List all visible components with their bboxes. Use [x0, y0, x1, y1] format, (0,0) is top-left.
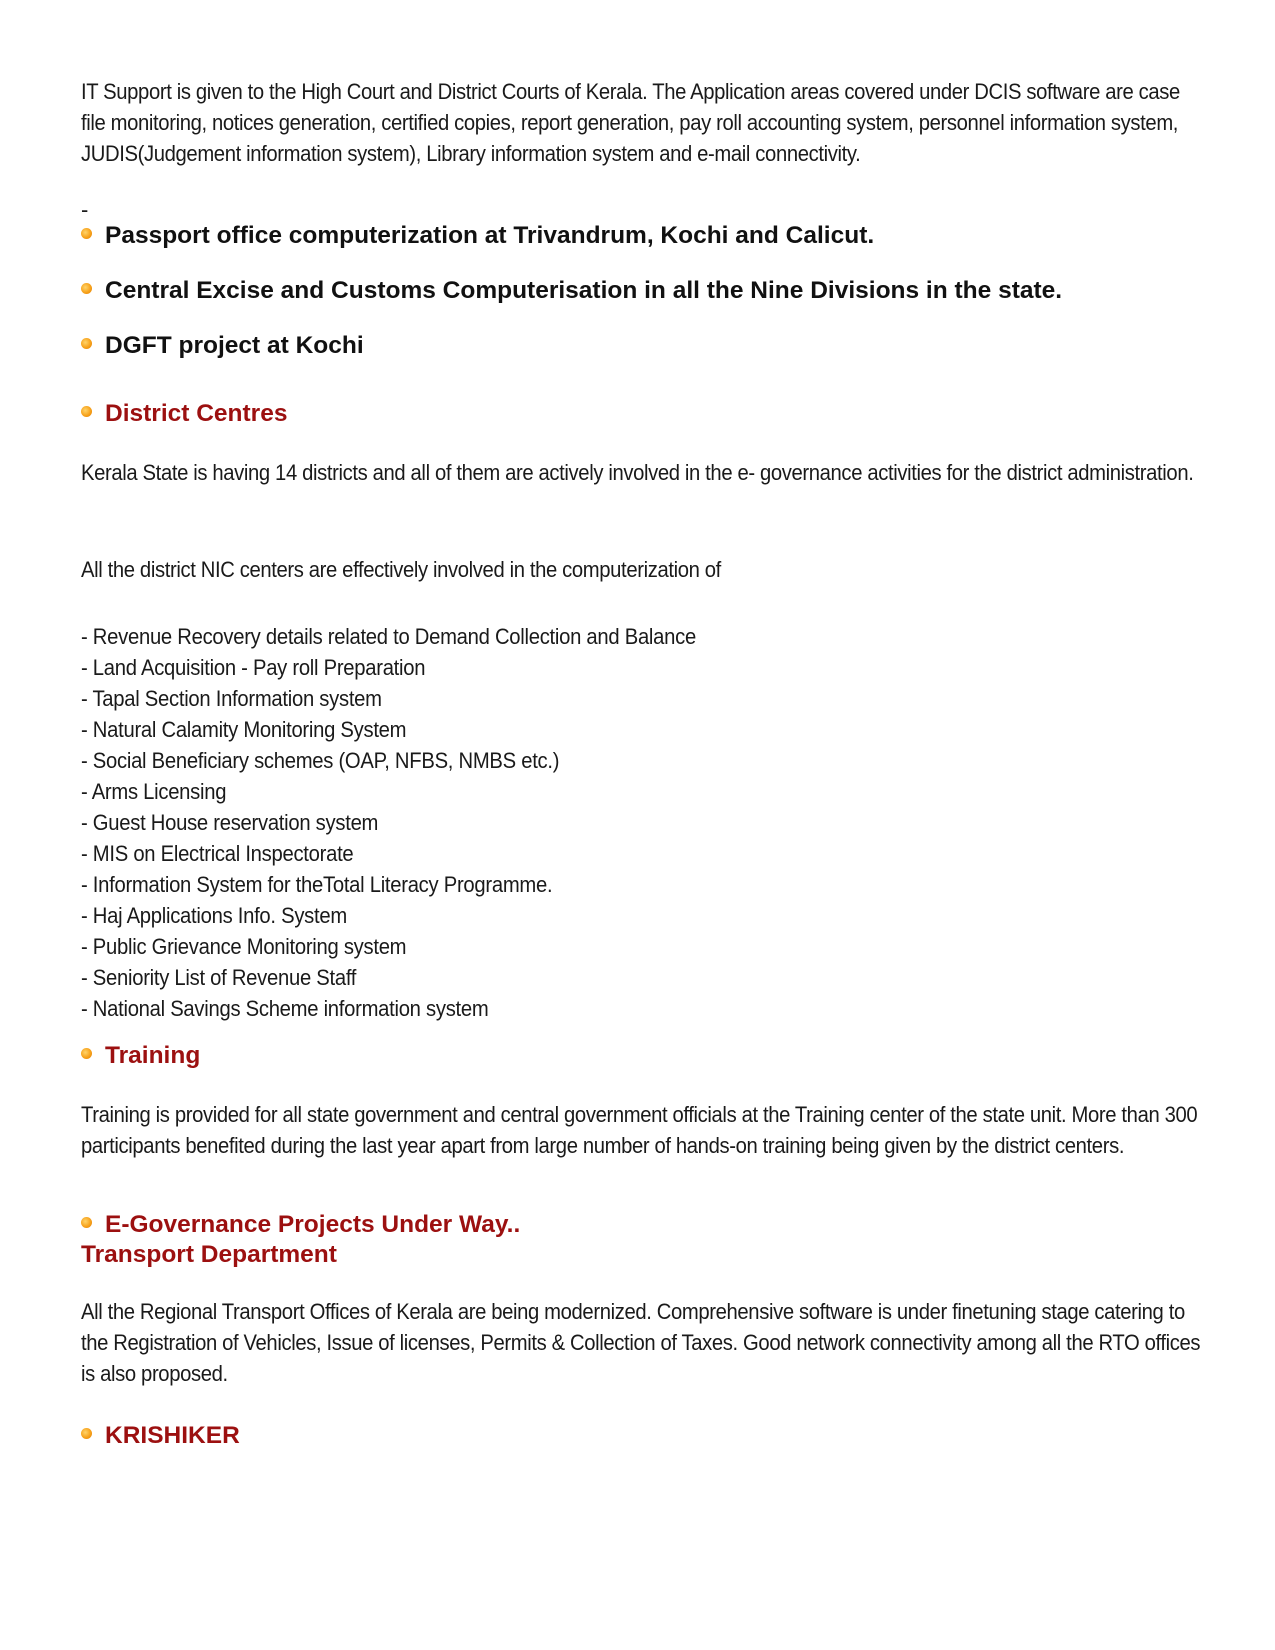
list-item: - Seniority List of Revenue Staff [81, 965, 357, 990]
district-paragraph-1: Kerala State is having 14 districts and all of them are actively involved in the e- governance activities for the district administration. [81, 460, 1194, 485]
orange-bullet-icon [81, 1048, 92, 1059]
list-item: - Natural Calamity Monitoring System [81, 717, 407, 742]
section-heading-text: District Centres [105, 400, 288, 427]
subheading-transport-department: Transport Department [81, 1241, 337, 1268]
section-heading-text: E-Governance Projects Under Way.. [105, 1211, 521, 1238]
section-heading-text: Training [105, 1042, 201, 1069]
highlight-item [81, 332, 364, 360]
orange-bullet-icon [81, 283, 92, 294]
orange-bullet-icon [81, 406, 92, 417]
section-heading-egov [81, 1211, 520, 1239]
highlight-text: Passport office computerization at Trivandrum, Kochi and Calicut. [105, 222, 875, 249]
highlight-text: DGFT project at Kochi [105, 332, 364, 359]
list-item: - Land Acquisition - Pay roll Preparation [81, 655, 426, 680]
section-heading-training [81, 1042, 200, 1070]
list-item: - Public Grievance Monitoring system [81, 934, 407, 959]
section-heading-district-centres [81, 400, 287, 428]
list-item: - Haj Applications Info. System [81, 903, 347, 928]
list-item: - Revenue Recovery details related to Demand Collection and Balance [81, 624, 696, 649]
list-item: - National Savings Scheme information system [81, 996, 489, 1021]
list-item: - Information System for theTotal Literacy Programme. [81, 872, 553, 897]
orange-bullet-icon [81, 1217, 92, 1228]
highlight-item [81, 222, 874, 250]
list-item: - Tapal Section Information system [81, 686, 382, 711]
highlight-text: Central Excise and Customs Computerisation in all the Nine Divisions in the state. [105, 277, 1063, 304]
transport-paragraph: All the Regional Transport Offices of Kerala are being modernized. Comprehensive software is under finetuning stage catering to the Registration of Vehicles, Issue of licenses, Permits & Collection of Taxes. Good network connectivity among all the RTO offices is also proposed. [81, 1299, 1201, 1387]
highlight-item [81, 277, 1062, 305]
separator-dash: - [81, 197, 89, 222]
district-computerization-list [81, 621, 696, 1024]
training-paragraph: Training is provided for all state government and central government officials at the Training center of the state unit. More than 300 participants benefited during the last year apart from large number of hands-on training being given by the district centers. [81, 1102, 1198, 1159]
orange-bullet-icon [81, 228, 92, 239]
orange-bullet-icon [81, 1428, 92, 1439]
list-item: - Social Beneficiary schemes (OAP, NFBS, NMBS etc.) [81, 748, 560, 773]
list-item: - MIS on Electrical Inspectorate [81, 841, 354, 866]
list-item: - Guest House reservation system [81, 810, 379, 835]
section-heading-krishiker [81, 1422, 240, 1450]
list-item: - Arms Licensing [81, 779, 227, 804]
district-paragraph-2: All the district NIC centers are effectively involved in the computerization of [81, 557, 721, 582]
section-heading-text: KRISHIKER [105, 1422, 240, 1449]
intro-paragraph: IT Support is given to the High Court and District Courts of Kerala. The Application areas covered under DCIS software are case file monitoring, notices generation, certified copies, report generation, pay roll accounting system, personnel information system, JUDIS(Judgement information system), Library information system and e-mail connectivity. [81, 79, 1180, 167]
orange-bullet-icon [81, 338, 92, 349]
